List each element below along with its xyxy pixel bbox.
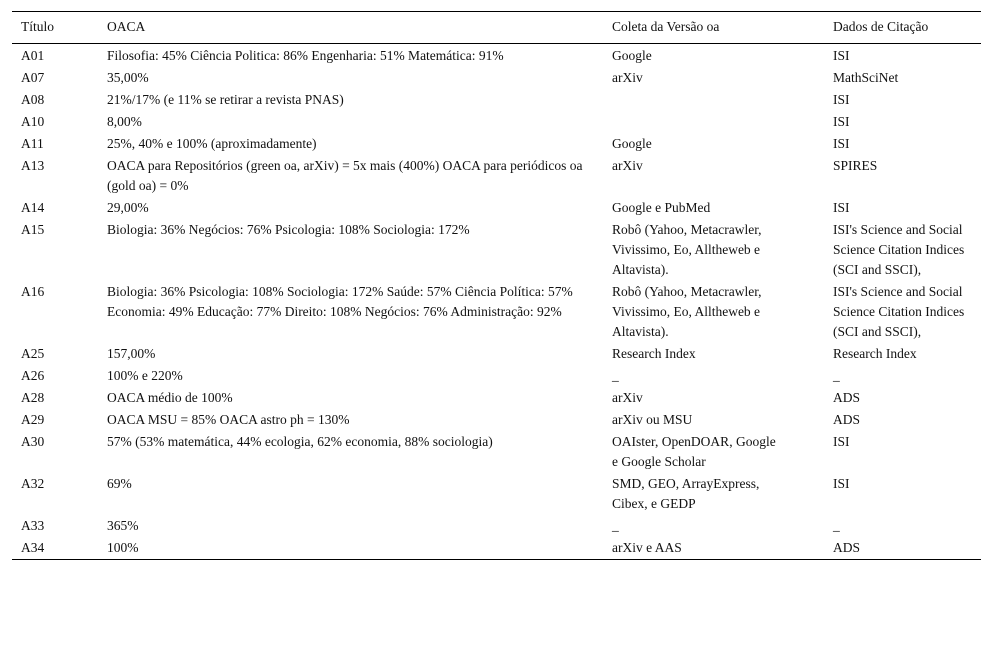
header-coleta: Coleta da Versão oa [612,19,720,34]
cell-coleta [603,365,824,387]
cell-coleta [603,515,824,537]
cell-oaca: Biologia: 36% Psicologia: 108% Sociologia: 172% Saúde: 57% Ciência Política: 57% Economia: 49% Educação: 77% Direito: 108% Negócios: 76% Administração: 92% [107,284,573,319]
cell-citacao-text: ISI's Science and Social Science Citation Indices (SCI and SSCI), [833,284,965,339]
cell-titulo: A14 [21,200,45,215]
cell-citacao-text: Research Index [833,346,917,361]
cell-titulo: A07 [21,70,45,85]
cell-oaca: 365% [107,518,139,533]
table-row [12,89,981,111]
cell-titulo: A26 [21,368,45,383]
cell-coleta [603,537,824,560]
table-row [12,133,981,155]
table-row [12,387,981,409]
cell-oaca: 100% e 220% [107,368,183,383]
cell-citacao [824,365,981,387]
cell-coleta-text: arXiv [612,390,643,405]
cell-coleta [603,67,824,89]
cell-coleta-text: Google [612,136,652,151]
cell-coleta [603,281,824,343]
cell-coleta-text: arXiv [612,158,643,173]
cell-citacao-text: _ [833,368,840,383]
cell-oaca: 29,00% [107,200,149,215]
cell-coleta-text: Google e PubMed [612,200,711,215]
header-titulo: Título [21,19,54,34]
cell-citacao [824,44,981,68]
table-body [12,44,981,560]
cell-coleta-text: arXiv ou MSU [612,412,693,427]
cell-oaca: Biologia: 36% Negócios: 76% Psicologia: 108% Sociologia: 172% [107,222,470,237]
cell-citacao-text: ADS [833,412,861,427]
cell-titulo: A13 [21,158,45,173]
cell-titulo: A29 [21,412,45,427]
table-header-row [12,12,981,44]
cell-oaca: 25%, 40% e 100% (aproximadamente) [107,136,317,151]
cell-citacao [824,219,981,281]
cell-citacao [824,515,981,537]
table-row [12,473,981,515]
cell-citacao [824,343,981,365]
cell-citacao-text: ADS [833,540,861,555]
table-row [12,111,981,133]
cell-citacao [824,537,981,560]
cell-coleta-text: Google [612,48,652,63]
cell-oaca: OACA para Repositórios (green oa, arXiv) = 5x mais (400%) OACA para periódicos oa (gold oa) = 0% [107,158,583,193]
table-row [12,67,981,89]
cell-citacao-text: _ [833,518,840,533]
cell-citacao [824,409,981,431]
cell-coleta [603,431,824,473]
cell-titulo: A10 [21,114,45,129]
cell-titulo: A01 [21,48,45,63]
cell-oaca: OACA médio de 100% [107,390,233,405]
cell-citacao-text: MathSciNet [833,70,899,85]
cell-citacao-text: ADS [833,390,861,405]
cell-citacao-text: ISI [833,476,850,491]
table-row [12,365,981,387]
table-row [12,281,981,343]
cell-coleta [603,343,824,365]
cell-citacao-text: SPIRES [833,158,878,173]
cell-coleta [603,155,824,197]
table-row [12,343,981,365]
cell-citacao-text: ISI [833,200,850,215]
table-row [12,44,981,68]
cell-coleta-text: SMD, GEO, ArrayExpress, Cibex, e GEDP [612,476,760,511]
cell-coleta [603,409,824,431]
cell-titulo: A16 [21,284,45,299]
cell-coleta [603,133,824,155]
cell-citacao-text: ISI [833,434,850,449]
cell-citacao [824,67,981,89]
cell-citacao [824,431,981,473]
table-row [12,219,981,281]
cell-titulo: A28 [21,390,45,405]
cell-oaca: 69% [107,476,132,491]
cell-titulo: A11 [21,136,44,151]
cell-citacao-text: ISI [833,136,850,151]
cell-coleta [603,387,824,409]
cell-titulo: A25 [21,346,45,361]
cell-coleta [603,197,824,219]
cell-oaca: 21%/17% (e 11% se retirar a revista PNAS) [107,92,344,107]
cell-coleta-text: _ [612,518,619,533]
table-row [12,197,981,219]
cell-citacao [824,111,981,133]
cell-citacao-text: ISI's Science and Social Science Citation Indices (SCI and SSCI), [833,222,965,277]
cell-oaca: OACA MSU = 85% OACA astro ph = 130% [107,412,350,427]
table-row [12,155,981,197]
cell-coleta-text: arXiv [612,70,643,85]
cell-oaca: 8,00% [107,114,142,129]
cell-titulo: A15 [21,222,45,237]
cell-coleta [603,89,824,111]
cell-oaca: 35,00% [107,70,149,85]
cell-oaca: 100% [107,540,139,555]
cell-titulo: A08 [21,92,45,107]
cell-titulo: A34 [21,540,45,555]
header-oaca: OACA [107,19,146,34]
cell-citacao [824,133,981,155]
cell-coleta-text: Research Index [612,346,696,361]
cell-coleta-text: arXiv e AAS [612,540,682,555]
cell-coleta-text: _ [612,368,619,383]
cell-oaca: Filosofia: 45% Ciência Politica: 86% Engenharia: 51% Matemática: 91% [107,48,504,63]
cell-citacao-text: ISI [833,114,850,129]
cell-coleta [603,219,824,281]
cell-coleta-text: OAIster, OpenDOAR, Google e Google Scholar [612,434,776,469]
oaca-table [12,11,981,560]
cell-oaca: 157,00% [107,346,156,361]
table-row [12,537,981,560]
cell-citacao [824,473,981,515]
cell-citacao-text: ISI [833,92,850,107]
cell-coleta [603,473,824,515]
cell-citacao [824,281,981,343]
cell-coleta [603,44,824,68]
cell-titulo: A32 [21,476,45,491]
header-citacao: Dados de Citação [833,19,929,34]
cell-coleta-text: Robô (Yahoo, Metacrawler, Vivissimo, Eo, Alltheweb e Altavista). [612,284,762,339]
cell-citacao-text: ISI [833,48,850,63]
cell-coleta [603,111,824,133]
cell-citacao [824,197,981,219]
table-row [12,431,981,473]
cell-citacao [824,387,981,409]
cell-citacao [824,155,981,197]
cell-citacao [824,89,981,111]
table-row [12,515,981,537]
cell-coleta-text: Robô (Yahoo, Metacrawler, Vivissimo, Eo, Alltheweb e Altavista). [612,222,762,277]
cell-oaca: 57% (53% matemática, 44% ecologia, 62% economia, 88% sociologia) [107,434,493,449]
cell-titulo: A33 [21,518,45,533]
table-row [12,409,981,431]
cell-titulo: A30 [21,434,45,449]
